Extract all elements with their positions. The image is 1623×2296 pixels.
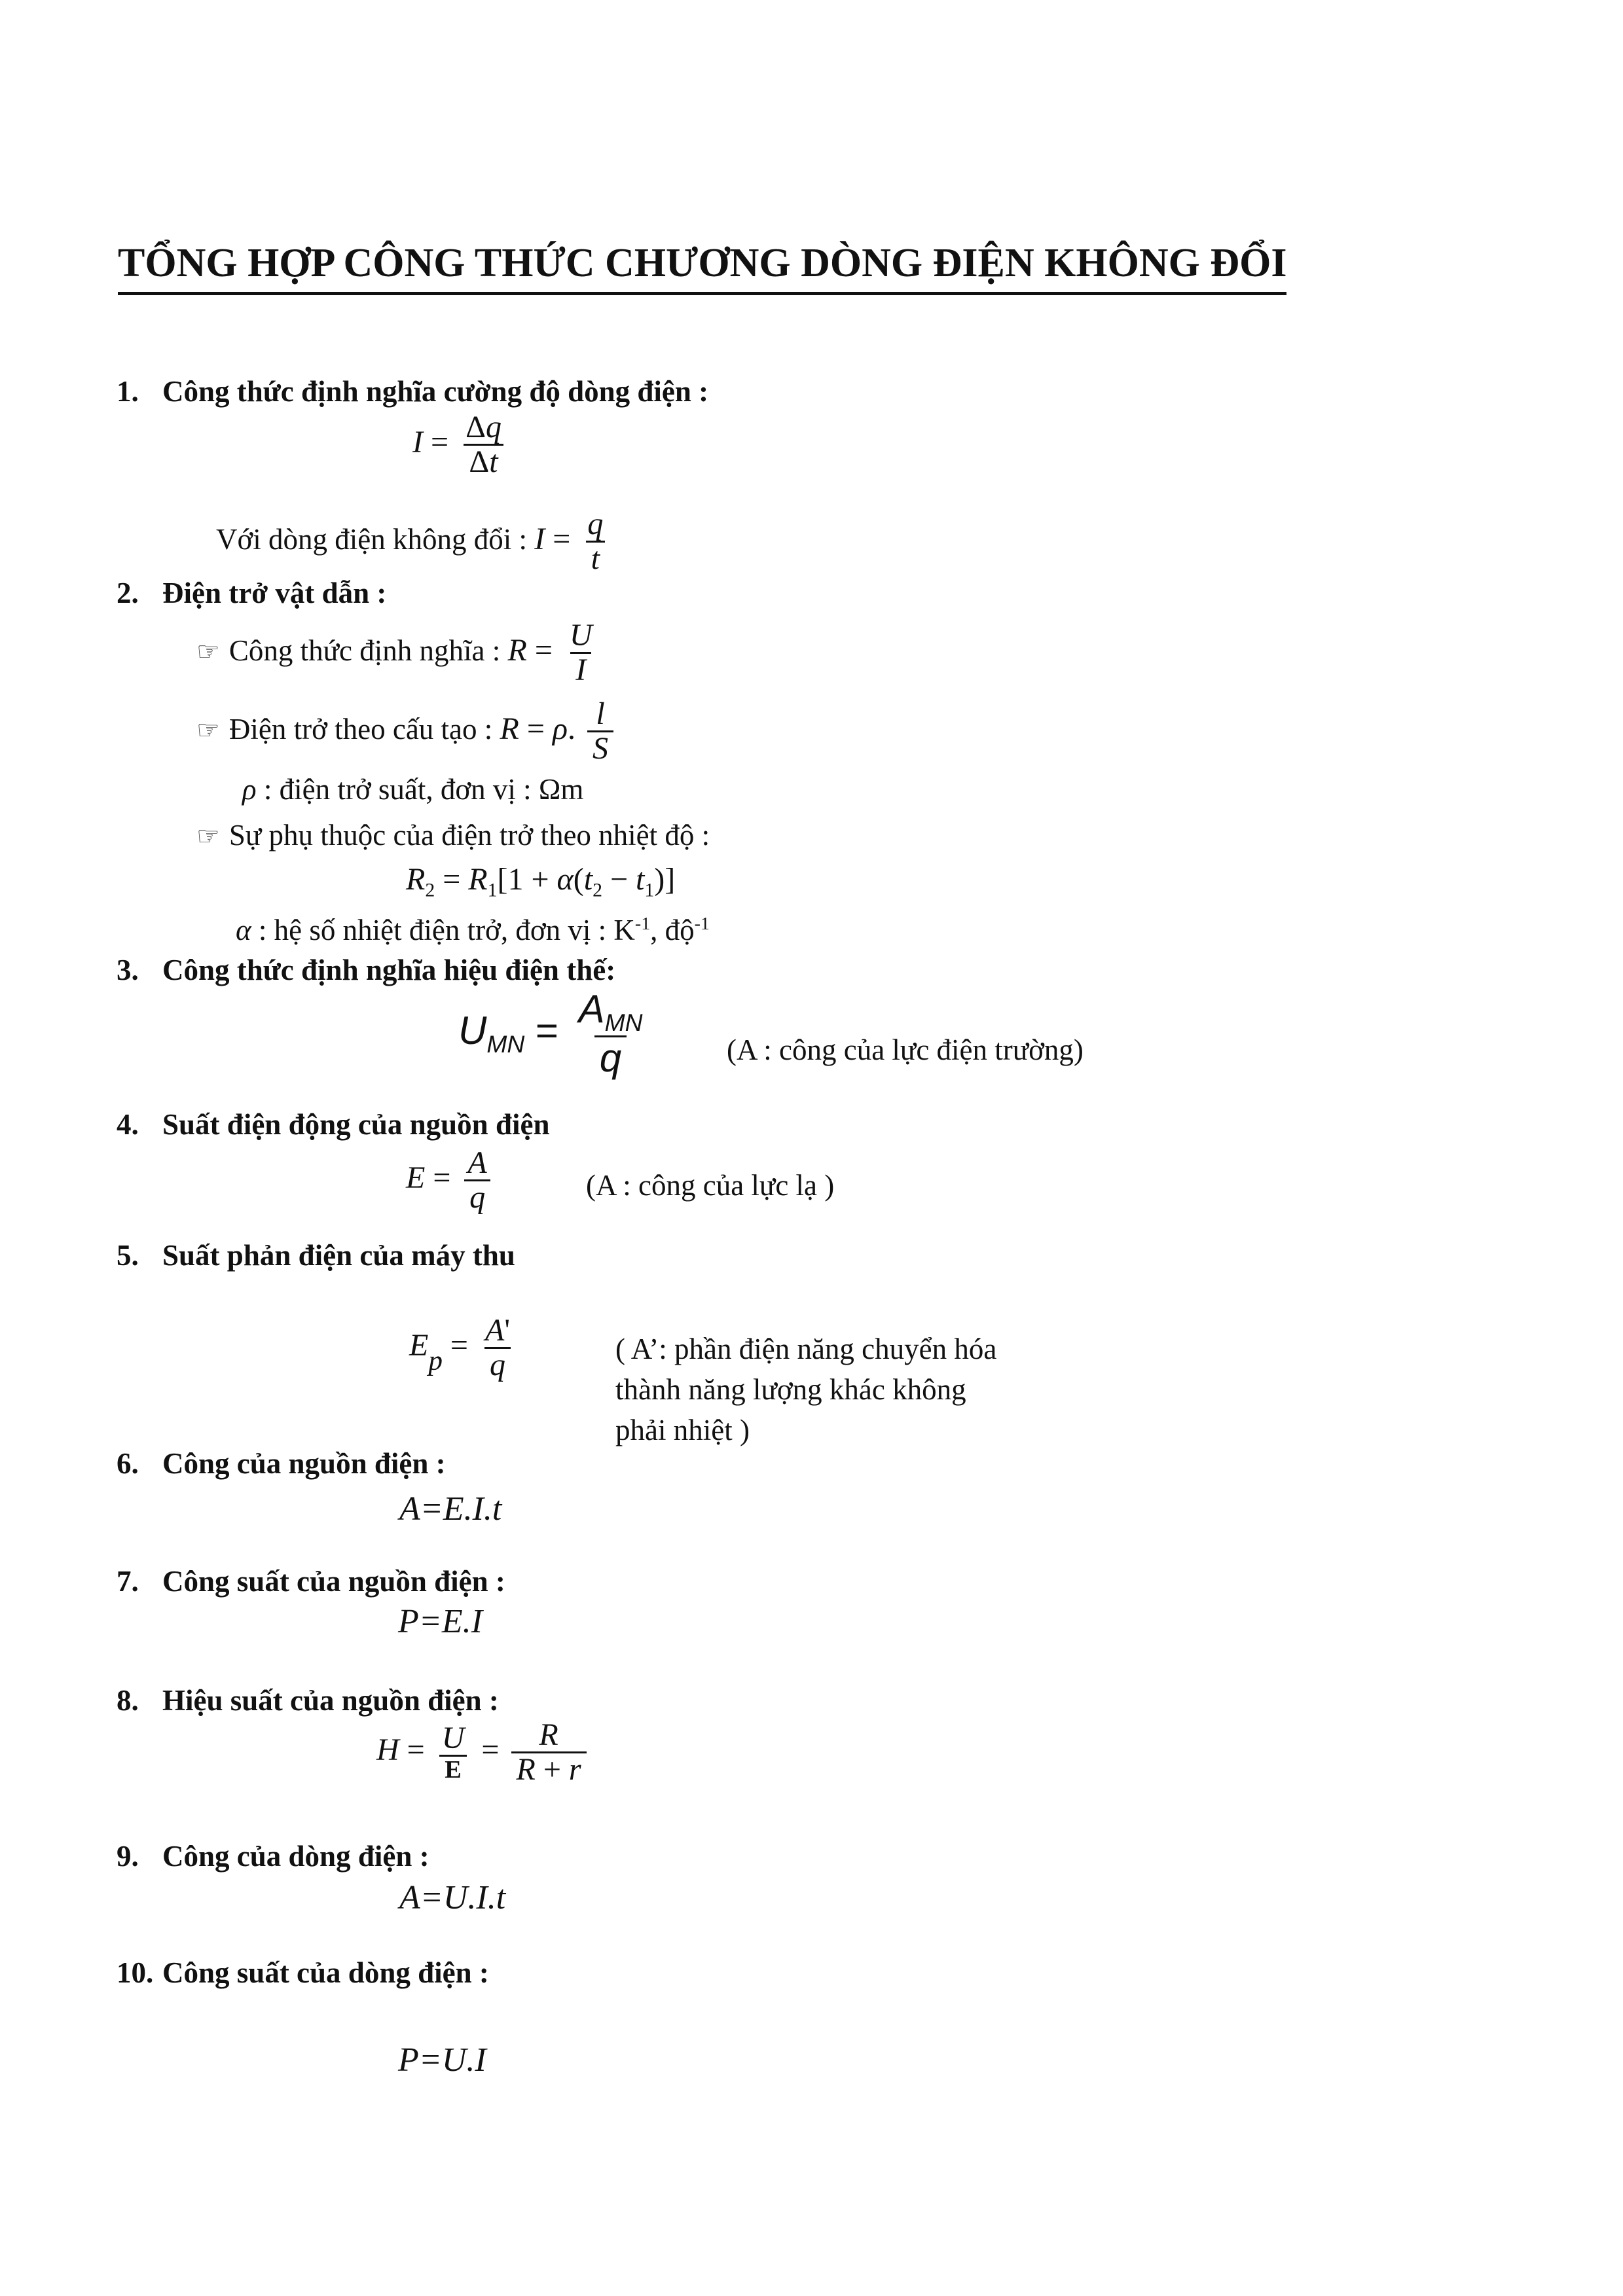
resistance-definition-line: ☞ Công thức định nghĩa : R = $\frac{U}{I}$ — [196, 618, 593, 688]
resistance-structure-line: ☞ Điện trở theo cấu tạo : R = ρ. $\frac{l}{S}$ — [196, 698, 617, 766]
resistivity-description: ρ : điện trở suất, đơn vị : Ωm — [242, 773, 584, 806]
section-1-heading: 1. Công thức định nghĩa cường độ dòng điện : — [117, 375, 709, 408]
section-2-heading: 2. Điện trở vật dẫn : — [117, 577, 387, 609]
alpha-description: α : hệ số nhiệt điện trở, đơn vị : $K^{-1}$, độ$^{-1}$ — [236, 914, 710, 946]
page-title: TỔNG HỢP CÔNG THỨC CHƯƠNG DÒNG ĐIỆN KHÔNG ĐỔI — [118, 241, 1286, 295]
formula-current-definition: I = $\frac{\Delta q}{\Delta t}$ — [412, 411, 511, 479]
pointing-hand-icon: ☞ — [196, 715, 220, 745]
formula-efficiency: H = $\frac{U}{E}$ = $\frac{R}{R + r}$ — [376, 1719, 591, 1787]
pointing-hand-icon: ☞ — [196, 636, 220, 666]
section-8-heading: 8. Hiệu suất của nguồn điện : — [117, 1684, 499, 1717]
voltage-note: (A : công của lực điện trường) — [727, 1033, 1084, 1066]
formula-voltage: $U_{MN}$ = $\frac{A_{MN}}{q}$ — [458, 987, 643, 1081]
formula-emf: E = $\frac{A}{q}$ — [406, 1147, 496, 1215]
section-7-heading: 7. Công suất của nguồn điện : — [117, 1565, 505, 1598]
formula-back-emf: $E_p$ = $\frac{A'}{q}$ — [409, 1313, 510, 1383]
section-6-heading: 6. Công của nguồn điện : — [117, 1447, 446, 1480]
emf-note: (A : công của lực lạ ) — [586, 1169, 835, 1202]
formula-current-power: P=U.I — [398, 2041, 486, 2079]
section-10-heading: 10. Công suất của dòng điện : — [117, 1956, 489, 1989]
temperature-dependence-line: ☞ Sự phụ thuộc của điện trở theo nhiệt độ : — [196, 819, 710, 852]
formula-current-work: A=U.I.t — [399, 1879, 506, 1916]
section-3-heading: 3. Công thức định nghĩa hiệu điện thế: — [117, 954, 616, 986]
constant-current-label: Với dòng điện không đổi : — [216, 522, 528, 556]
section-9-heading: 9. Công của dòng điện : — [117, 1840, 429, 1873]
constant-current-line: Với dòng điện không đổi : I = $\frac{q}{t}$ — [216, 508, 612, 576]
section-4-heading: 4. Suất điện động của nguồn điện — [117, 1108, 550, 1141]
formula-source-work: A=E.I.t — [399, 1490, 502, 1528]
pointing-hand-icon: ☞ — [196, 821, 220, 851]
formula-source-power: P=E.I — [398, 1603, 483, 1640]
formula-resistance-temperature: $R_2 = R_1[1 + \alpha(t_2 - t_1)]$ — [406, 862, 676, 901]
section-5-heading: 5. Suất phản điện của máy thu — [117, 1239, 515, 1272]
back-emf-note: ( A’: phần điện năng chuyển hóa thành năng lượng khác không phải nhiệt ) — [615, 1333, 997, 1446]
